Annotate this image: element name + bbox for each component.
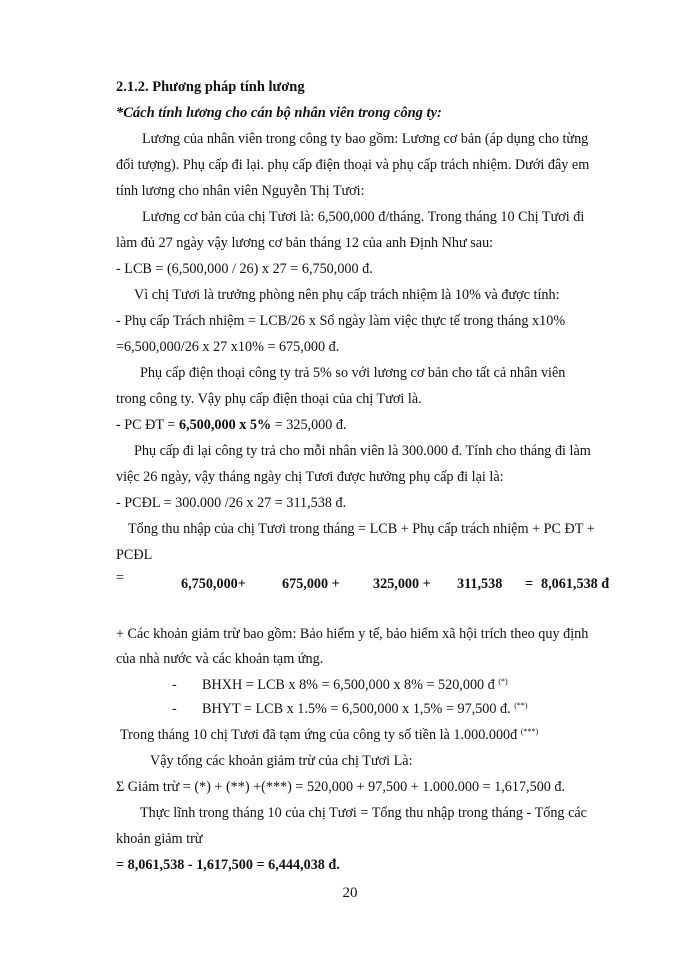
paragraph-line: việc 26 ngày, vậy tháng ngày chị Tươi được hưởng phụ cấp đi lại là: xyxy=(116,469,504,485)
total-travel: 311,538 xyxy=(457,576,503,592)
total-phone: 325,000 + xyxy=(373,576,431,592)
paragraph-line: PCĐL xyxy=(116,547,153,563)
paragraph-line: Vậy tổng các khoản giảm trừ của chị Tươi Là: xyxy=(150,753,413,769)
paragraph-line: + Các khoản giảm trừ bao gồm: Bảo hiểm y tế, bảo hiểm xã hội trích theo quy định xyxy=(116,626,589,642)
subheading: *Cách tính lương cho cán bộ nhân viên trong công ty: xyxy=(116,105,442,121)
bullet-dash: - xyxy=(172,701,177,717)
paragraph-line: đối tượng). Phụ cấp đi lại. phụ cấp điện thoại và phụ cấp trách nhiệm. Dưới đây em xyxy=(116,157,590,173)
bhxh-mark: (*) xyxy=(498,677,508,686)
bhyt-mark: (**) xyxy=(514,701,528,710)
total-responsibility: 675,000 + xyxy=(282,576,340,592)
paragraph-line: Phụ cấp điện thoại công ty trả 5% so với lương cơ bản cho tất cả nhân viên xyxy=(140,365,566,381)
net-result: = 8,061,538 - 1,617,500 = 6,444,038 đ. xyxy=(116,857,340,873)
paragraph-line: Lương cơ bản của chị Tươi là: 6,500,000 đ/tháng. Trong tháng 10 Chị Tươi đi xyxy=(142,209,585,225)
lcb-formula: - LCB = (6,500,000 / 26) x 27 = 6,750,000 đ. xyxy=(116,261,373,277)
section-heading: 2.1.2. Phương pháp tính lương xyxy=(116,79,305,95)
bullet-dash: - xyxy=(172,677,177,693)
total-result-equals: = xyxy=(525,576,534,592)
bhyt-line xyxy=(172,700,692,718)
page-number: 20 xyxy=(342,885,358,901)
formula-prefix: - PC ĐT = xyxy=(116,417,179,433)
paragraph-line: làm đủ 27 ngày vậy lương cơ bản tháng 12 của anh Định Như sau: xyxy=(116,235,494,251)
paragraph-line: khoản giảm trừ xyxy=(116,831,203,847)
phone-allowance-formula xyxy=(116,416,636,434)
paragraph-line: tính lương cho nhân viên Nguyễn Thị Tươi: xyxy=(116,183,365,199)
travel-allowance-formula: - PCĐL = 300.000 /26 x 27 = 311,538 đ. xyxy=(116,495,347,511)
responsibility-formula: =6,500,000/26 x 27 x10% = 675,000 đ. xyxy=(116,339,340,355)
advance-text: Trong tháng 10 chị Tươi đã tạm ứng của công ty số tiền là 1.000.000đ xyxy=(120,727,521,743)
paragraph-line: Tổng thu nhập của chị Tươi trong tháng = LCB + Phụ cấp trách nhiệm + PC ĐT + xyxy=(128,521,595,537)
formula-suffix: = 325,000 đ. xyxy=(271,417,347,433)
responsibility-formula: - Phụ cấp Trách nhiệm = LCB/26 x Số ngày làm việc thực tế trong tháng x10% xyxy=(116,313,566,329)
paragraph-line: trong công ty. Vậy phụ cấp điện thoại của chị Tươi là. xyxy=(116,391,422,407)
deduction-total: Σ Giảm trừ = (*) + (**) +(***) = 520,000 + 97,500 + 1.000.000 = 1,617,500 đ. xyxy=(116,779,566,795)
total-income-row xyxy=(116,570,636,593)
formula-bold-part: 6,500,000 x 5% xyxy=(178,417,272,433)
paragraph-line: của nhà nước và các khoản tạm ứng. xyxy=(116,651,324,667)
paragraph-line: Vì chị Tươi là trưởng phòng nên phụ cấp trách nhiệm là 10% và được tính: xyxy=(134,287,560,303)
bhxh-line xyxy=(172,676,692,694)
paragraph-line: Lương của nhân viên trong công ty bao gồm: Lương cơ bản (áp dụng cho từng xyxy=(142,131,589,147)
total-lcb: 6,750,000+ xyxy=(181,576,246,592)
paragraph-line: Thực lĩnh trong tháng 10 của chị Tươi = Tổng thu nhập trong tháng - Tổng các xyxy=(140,805,587,821)
bhyt-text: BHYT = LCB x 1.5% = 6,500,000 x 1,5% = 97,500 đ. xyxy=(202,701,515,717)
advance-mark: (***) xyxy=(520,727,539,736)
paragraph-line: Phụ cấp đi lại công ty trả cho mỗi nhân viên là 300.000 đ. Tính cho tháng đi làm xyxy=(134,443,591,459)
bhxh-text: BHXH = LCB x 8% = 6,500,000 x 8% = 520,000 đ xyxy=(202,677,499,693)
advance-line xyxy=(120,726,640,744)
total-result: 8,061,538 đ xyxy=(541,576,610,592)
total-equals: = xyxy=(116,570,125,586)
